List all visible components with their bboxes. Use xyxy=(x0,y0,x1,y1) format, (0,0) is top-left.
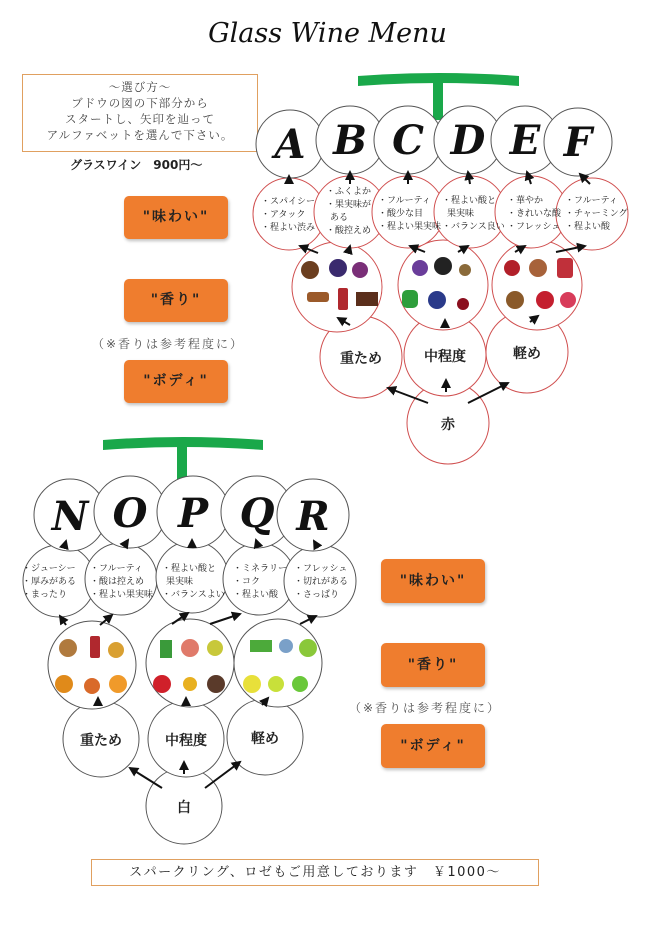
white-aroma-note: （※香りは参考程度に） xyxy=(349,701,502,715)
svg-text:・程よい酸と: ・程よい酸と xyxy=(162,564,217,574)
svg-text:・程よい渋み: ・程よい渋み xyxy=(261,223,316,233)
red-stem xyxy=(358,73,519,120)
svg-text:・さっぱり: ・さっぱり xyxy=(294,590,340,600)
red-aroma-heavy[interactable] xyxy=(292,242,382,332)
svg-text:・まったり: ・まったり xyxy=(22,590,68,600)
svg-text:・華やか: ・華やか xyxy=(507,196,544,206)
svg-text:・バランスよい: ・バランスよい xyxy=(162,590,225,600)
page-title: Glass Wine Menu xyxy=(208,18,447,49)
white-body-label: 中程度 xyxy=(165,733,207,749)
svg-text:・フルーティ: ・フルーティ xyxy=(378,196,431,206)
white-body-label: "ボディ" xyxy=(381,724,485,768)
white-body-label: 軽め xyxy=(251,731,279,747)
how-to-line: ブドウの図の下部分から xyxy=(71,96,209,110)
white-letter: N xyxy=(51,493,89,540)
svg-text:・きれいな酸: ・きれいな酸 xyxy=(507,209,562,219)
svg-text:・スパイシー: ・スパイシー xyxy=(261,197,316,207)
svg-text:果実味: 果実味 xyxy=(447,209,475,219)
red-start-label: 赤 xyxy=(441,417,455,433)
how-to-line: アルファベットを選んで下さい。 xyxy=(46,128,234,142)
white-aroma-medium[interactable] xyxy=(146,619,234,707)
svg-text:・酸控えめ: ・酸控えめ xyxy=(326,226,372,236)
svg-text:・厚みがある: ・厚みがある xyxy=(22,577,77,587)
svg-text:・程よい酸: ・程よい酸 xyxy=(233,590,279,600)
svg-text:・チャーミング: ・チャーミング xyxy=(565,209,628,219)
svg-text:・程よい酸と: ・程よい酸と xyxy=(442,196,497,206)
glass-price: グラスワイン 900円～ xyxy=(70,158,203,172)
svg-text:・酸少な目: ・酸少な目 xyxy=(378,209,424,219)
white-body-label: 重ため xyxy=(80,733,122,749)
white-aroma-heavy[interactable] xyxy=(48,621,136,709)
svg-text:・フレッシュ: ・フレッシュ xyxy=(507,222,561,232)
how-to-line: スタートし、矢印を辿って xyxy=(65,112,215,126)
red-letter: E xyxy=(509,117,541,164)
red-aroma-label: "香り" xyxy=(124,279,228,322)
svg-text:・ふくよか: ・ふくよか xyxy=(326,187,372,197)
svg-text:・ミネラリー: ・ミネラリー xyxy=(233,564,288,574)
svg-text:・程よい果実味: ・程よい果実味 xyxy=(90,590,154,600)
red-aroma-medium[interactable] xyxy=(398,240,488,330)
red-body-label: 中程度 xyxy=(424,349,466,365)
svg-text:・バランス良い: ・バランス良い xyxy=(442,222,505,232)
white-start-label: 白 xyxy=(177,800,191,816)
white-letter: O xyxy=(112,490,148,537)
red-taste-label: "味わい" xyxy=(124,196,228,239)
red-letter: D xyxy=(450,117,486,164)
red-aroma-note: （※香りは参考程度に） xyxy=(92,337,245,351)
svg-text:ある: ある xyxy=(330,213,349,223)
red-letter: B xyxy=(333,117,367,164)
red-body-label: "ボディ" xyxy=(124,360,228,403)
red-letter: A xyxy=(274,121,306,168)
red-body-label: 重ため xyxy=(340,351,382,367)
svg-text:・フルーティ: ・フルーティ xyxy=(90,564,143,574)
white-letter: P xyxy=(177,490,209,537)
svg-text:・果実味が: ・果実味が xyxy=(326,200,372,210)
svg-text:・フルーティ: ・フルーティ xyxy=(565,196,618,206)
svg-text:・切れがある: ・切れがある xyxy=(294,577,349,587)
white-letter: R xyxy=(296,493,330,540)
svg-text:・アタック: ・アタック xyxy=(261,210,306,220)
svg-text:果実味: 果実味 xyxy=(166,577,194,587)
white-taste-label: "味わい" xyxy=(381,559,485,603)
svg-text:・フレッシュ: ・フレッシュ xyxy=(294,564,348,574)
white-aroma-label: "香り" xyxy=(381,643,485,687)
how-to-heading: ～選び方～ xyxy=(108,80,172,94)
red-letter: C xyxy=(392,117,424,164)
svg-text:・コク: ・コク xyxy=(233,577,261,587)
red-body-label: 軽め xyxy=(513,346,541,362)
svg-text:・程よい果実味: ・程よい果実味 xyxy=(378,222,442,232)
white-letter: Q xyxy=(239,490,275,537)
footer-note: スパークリング、ロゼもご用意しております ￥1000～ xyxy=(91,859,539,886)
svg-text:・ジューシー: ・ジューシー xyxy=(22,564,76,574)
red-letter: F xyxy=(563,119,593,166)
svg-text:・程よい酸: ・程よい酸 xyxy=(565,222,611,232)
white-aroma-light[interactable] xyxy=(234,619,322,707)
svg-text:・酸は控えめ: ・酸は控えめ xyxy=(90,577,145,587)
